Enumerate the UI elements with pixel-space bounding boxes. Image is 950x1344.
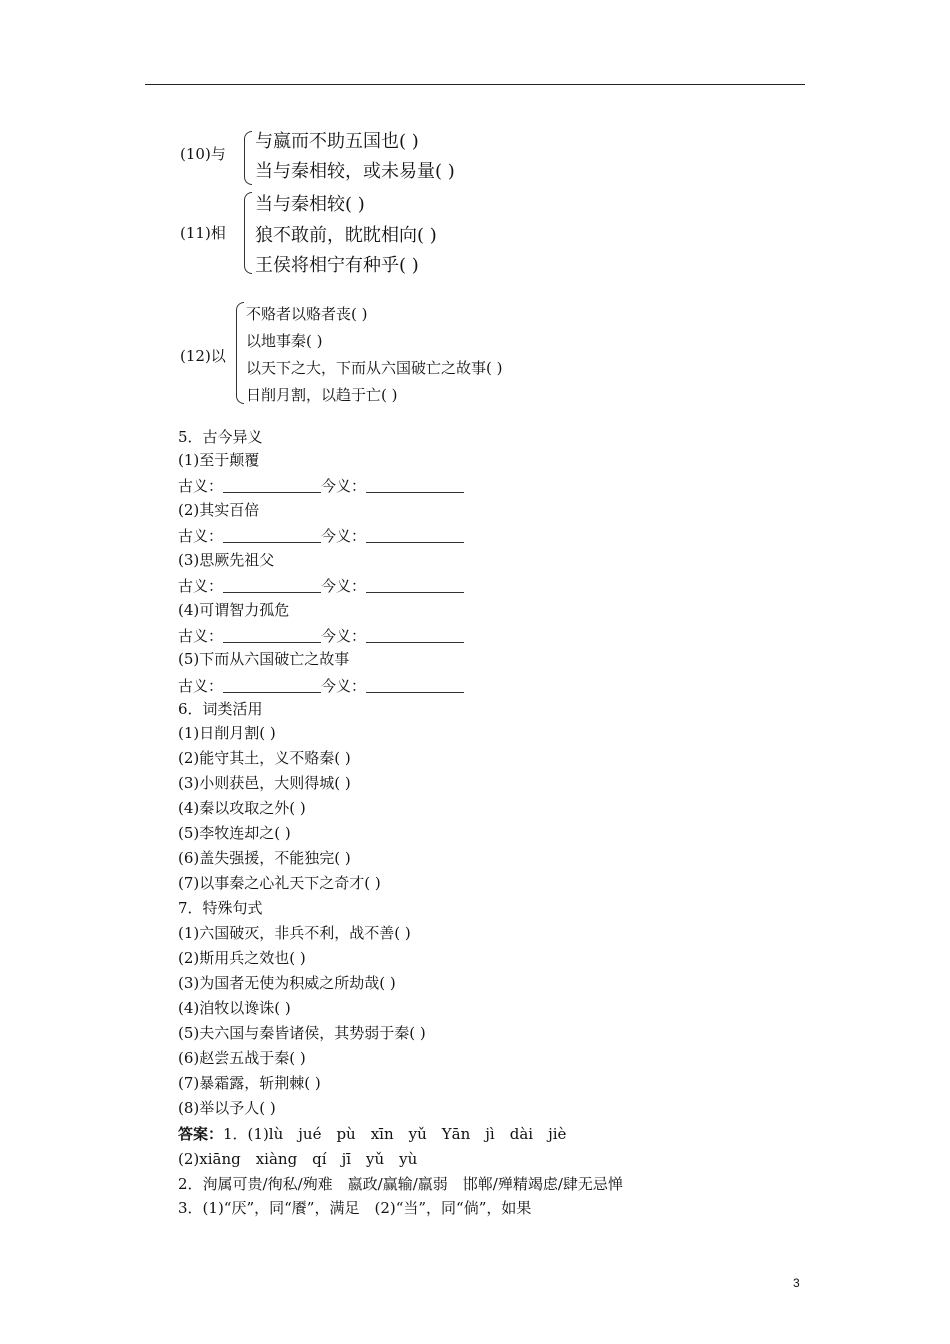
ancient-meaning-label: 古义： [178, 677, 224, 695]
sec6-item-5: (5)李牧连却之( ) [178, 824, 291, 842]
group-11-item-2: 狼不敢前，眈眈相向( ) [255, 225, 437, 246]
sec5-fill-2 [178, 525, 464, 546]
group-10-brace [244, 131, 252, 185]
modern-meaning-label: 今义： [321, 577, 367, 595]
sec7-item-1: (1)六国破灭，非兵不利，战不善( ) [178, 924, 411, 942]
sec7-item-7: (7)暴霜露，斩荆棘( ) [178, 1074, 321, 1092]
modern-meaning-blank [366, 478, 464, 493]
ancient-meaning-blank [223, 478, 321, 493]
ancient-meaning-label: 古义： [178, 627, 224, 645]
group-11-brace [244, 192, 252, 274]
section-5-title: 5．古今异义 [178, 428, 263, 446]
page-number: 3 [793, 1276, 800, 1290]
sec6-item-7: (7)以事秦之心礼天下之奇才( ) [178, 874, 381, 892]
answers-line-1 [178, 1123, 566, 1144]
group-10-item-2: 当与秦相较，或未易量( ) [255, 161, 455, 182]
answers-pinyin-1: 1．(1)lù jué pù xīn yǔ Yān jì dài jiè [223, 1125, 567, 1143]
modern-meaning-label: 今义： [321, 627, 367, 645]
ancient-meaning-label: 古义： [178, 527, 224, 545]
ancient-meaning-label: 古义： [178, 477, 224, 495]
group-12-item-4: 日削月割，以趋于亡( ) [246, 386, 398, 404]
sec5-item-5: (5)下而从六国破亡之故事 [178, 650, 350, 668]
ancient-meaning-blank [223, 528, 321, 543]
sec5-item-2: (2)其实百倍 [178, 501, 260, 519]
sec6-item-4: (4)秦以攻取之外( ) [178, 799, 306, 817]
group-11-item-1: 当与秦相较( ) [255, 194, 365, 215]
modern-meaning-blank [366, 578, 464, 593]
answers-line-4: 3．(1)“厌”，同“餍”，满足 (2)“当”，同“倘”，如果 [178, 1199, 532, 1217]
sec7-item-4: (4)洎牧以谗诛( ) [178, 999, 291, 1017]
group-10-item-1: 与嬴而不助五国也( ) [255, 131, 419, 152]
sec5-fill-5 [178, 675, 464, 696]
sec6-item-6: (6)盖失强援，不能独完( ) [178, 849, 351, 867]
group-12-item-2: 以地事秦( ) [246, 332, 323, 350]
sec7-item-3: (3)为国者无使为积威之所劫哉( ) [178, 974, 396, 992]
group-12-item-1: 不赂者以赂者丧( ) [246, 305, 368, 323]
modern-meaning-label: 今义： [321, 477, 367, 495]
sec7-item-8: (8)举以予人( ) [178, 1099, 276, 1117]
sec6-item-3: (3)小则获邑，大则得城( ) [178, 774, 351, 792]
section-7-title: 7．特殊句式 [178, 899, 263, 917]
sec6-item-1: (1)日削月割( ) [178, 724, 276, 742]
sec5-fill-1 [178, 475, 464, 496]
sec6-item-2: (2)能守其土，义不赂秦( ) [178, 749, 351, 767]
modern-meaning-label: 今义： [321, 677, 367, 695]
answers-line-3: 2．洵属可贵/徇私/殉难 嬴政/赢输/羸弱 邯郸/殚精竭虑/肆无忌惮 [178, 1175, 623, 1193]
sec7-item-5: (5)夫六国与秦皆诸侯，其势弱于秦( ) [178, 1024, 426, 1042]
modern-meaning-blank [366, 628, 464, 643]
group-11-label: (11)相 [180, 224, 226, 242]
modern-meaning-blank [366, 678, 464, 693]
sec5-item-1: (1)至于颠覆 [178, 451, 260, 469]
sec5-item-3: (3)思厥先祖父 [178, 551, 275, 569]
section-6-title: 6．词类活用 [178, 700, 263, 718]
sec7-item-2: (2)斯用兵之效也( ) [178, 949, 306, 967]
sec5-fill-4 [178, 625, 464, 646]
ancient-meaning-blank [223, 678, 321, 693]
group-12-brace [236, 302, 244, 404]
header-rule [145, 84, 805, 85]
ancient-meaning-label: 古义： [178, 577, 224, 595]
sec7-item-6: (6)赵尝五战于秦( ) [178, 1049, 306, 1067]
ancient-meaning-blank [223, 628, 321, 643]
ancient-meaning-blank [223, 578, 321, 593]
modern-meaning-blank [366, 528, 464, 543]
sec5-fill-3 [178, 575, 464, 596]
group-10-label: (10)与 [180, 145, 226, 163]
answers-line-2: (2)xiāng xiàng qí jī yǔ yù [178, 1150, 418, 1168]
modern-meaning-label: 今义： [321, 527, 367, 545]
group-11-item-3: 王侯将相宁有种乎( ) [255, 255, 419, 276]
group-12-item-3: 以天下之大，下而从六国破亡之故事( ) [246, 359, 503, 377]
sec5-item-4: (4)可谓智力孤危 [178, 601, 290, 619]
answers-label: 答案： [178, 1125, 224, 1143]
group-12-label: (12)以 [180, 347, 226, 365]
